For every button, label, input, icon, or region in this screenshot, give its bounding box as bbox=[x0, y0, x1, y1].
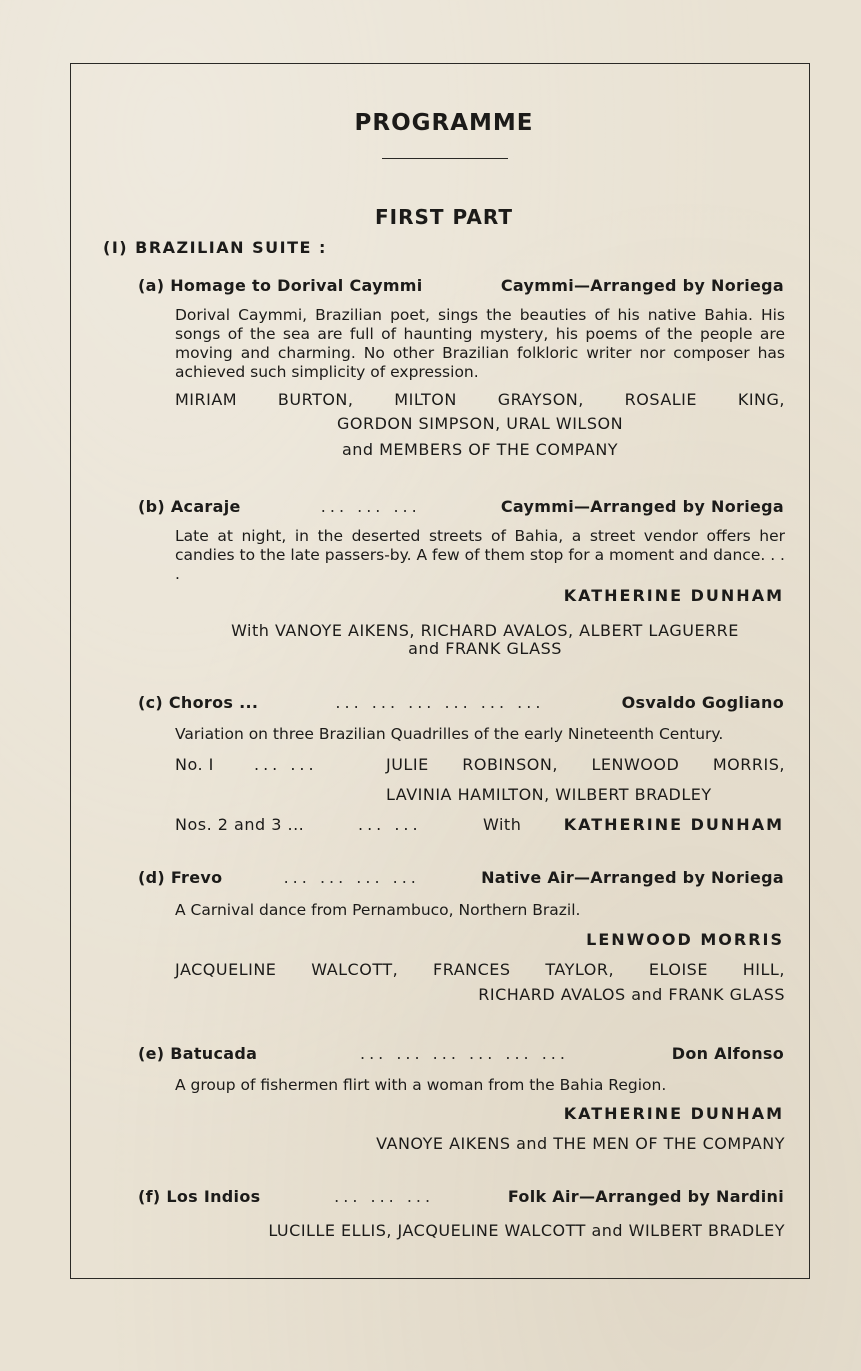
item-a-description: Dorival Caymmi, Brazilian poet, sings the beauties of his native Bahia. His songs of the sea are full of haunting mystery, his poems of the people are moving and charming. No other Brazilian folkloric writer nor composer has achieved such simplicity of expression. bbox=[175, 306, 785, 381]
item-f-dots: ... ... ... bbox=[334, 1187, 435, 1206]
item-d-description: A Carnival dance from Pernambuco, Northern Brazil. bbox=[175, 901, 581, 919]
item-a-heading bbox=[138, 276, 784, 295]
item-c-no1-dots: ... ... bbox=[254, 755, 318, 774]
item-d-star: LENWOOD MORRIS bbox=[586, 930, 784, 949]
item-b-dots: ... ... ... bbox=[320, 497, 421, 516]
item-c-no1-cast2: LAVINIA HAMILTON, WILBERT BRADLEY bbox=[386, 785, 712, 804]
item-a-label: (a) Homage to Dorival Caymmi bbox=[138, 276, 423, 295]
item-c-nos23-with: With bbox=[483, 815, 522, 834]
item-c-heading bbox=[138, 693, 784, 712]
part-title: FIRST PART bbox=[375, 205, 513, 229]
cast-word: JULIE bbox=[386, 755, 429, 774]
item-c-no1-cast1 bbox=[386, 755, 785, 774]
item-c-dots: ... ... ... ... ... ... bbox=[335, 693, 545, 712]
item-b-cast-line1: With VANOYE AIKENS, RICHARD AVALOS, ALBERT LAGUERRE bbox=[231, 621, 739, 640]
item-e-label: (e) Batucada bbox=[138, 1044, 258, 1063]
item-c-description: Variation on three Brazilian Quadrilles of the early Nineteenth Century. bbox=[175, 725, 724, 743]
item-e-description: A group of fishermen flirt with a woman from the Bahia Region. bbox=[175, 1076, 667, 1094]
item-d-heading bbox=[138, 868, 784, 887]
item-a-credit: Caymmi—Arranged by Noriega bbox=[500, 276, 784, 295]
item-d-label: (d) Frevo bbox=[138, 868, 223, 887]
item-f-credit: Folk Air—Arranged by Nardini bbox=[507, 1187, 784, 1206]
cast-word: MORRIS, bbox=[712, 755, 785, 774]
cast-word: ELOISE bbox=[648, 960, 708, 979]
item-d-credit: Native Air—Arranged by Noriega bbox=[481, 868, 784, 887]
item-a-cast-line2: GORDON SIMPSON, URAL WILSON bbox=[336, 414, 624, 433]
cast-word: FRANCES bbox=[433, 960, 511, 979]
item-f-label: (f) Los Indios bbox=[138, 1187, 261, 1206]
item-a-cast-line3: and MEMBERS OF THE COMPANY bbox=[341, 440, 619, 459]
cast-word: MILTON bbox=[394, 390, 457, 409]
cast-word: MIRIAM bbox=[175, 390, 238, 409]
item-b-credit: Caymmi—Arranged by Noriega bbox=[500, 497, 784, 516]
item-e-star: KATHERINE DUNHAM bbox=[563, 1104, 784, 1123]
item-b-label: (b) Acaraje bbox=[138, 497, 241, 516]
cast-word: ROBINSON, bbox=[462, 755, 558, 774]
cast-word: GRAYSON, bbox=[497, 390, 584, 409]
item-d-cast-line2: RICHARD AVALOS and FRANK GLASS bbox=[478, 985, 785, 1004]
cast-word: JACQUELINE bbox=[175, 960, 277, 979]
item-d-cast-line1 bbox=[175, 960, 785, 979]
cast-word: TAYLOR, bbox=[545, 960, 615, 979]
item-f-heading bbox=[138, 1187, 784, 1206]
programme-title: PROGRAMME bbox=[354, 110, 534, 136]
cast-word: HILL, bbox=[742, 960, 785, 979]
item-b-heading bbox=[138, 497, 784, 516]
item-d-dots: ... ... ... ... bbox=[283, 868, 420, 887]
item-b-cast-line2: and FRANK GLASS bbox=[408, 639, 562, 658]
item-a-cast-line1 bbox=[175, 390, 785, 409]
cast-word: WALCOTT, bbox=[311, 960, 399, 979]
item-c-no1-label: No. I bbox=[175, 755, 214, 774]
item-c-credit: Osvaldo Gogliano bbox=[621, 693, 784, 712]
item-b-star: KATHERINE DUNHAM bbox=[563, 586, 784, 605]
item-e-cast-line1: VANOYE AIKENS and THE MEN OF THE COMPANY bbox=[376, 1134, 785, 1153]
cast-word: BURTON, bbox=[277, 390, 354, 409]
item-e-credit: Don Alfonso bbox=[671, 1044, 784, 1063]
item-f-cast-line1: LUCILLE ELLIS, JACQUELINE WALCOTT and WILBERT BRADLEY bbox=[268, 1221, 785, 1240]
cast-word: KING, bbox=[737, 390, 785, 409]
item-c-label: (c) Choros ... bbox=[138, 693, 259, 712]
cast-word: LENWOOD bbox=[591, 755, 680, 774]
cast-word: ROSALIE bbox=[624, 390, 698, 409]
item-c-nos23-star: KATHERINE DUNHAM bbox=[563, 815, 784, 834]
item-b-description: Late at night, in the deserted streets of Bahia, a street vendor offers her candies to the late passers-by. A few of them stop for a moment and dance. . . . bbox=[175, 527, 785, 583]
title-rule bbox=[382, 158, 508, 159]
suite-title: (I) BRAZILIAN SUITE : bbox=[103, 238, 327, 257]
item-c-nos23-dots: ... ... bbox=[358, 815, 422, 834]
item-c-nos23-label: Nos. 2 and 3 ... bbox=[175, 815, 305, 834]
item-e-dots: ... ... ... ... ... ... bbox=[359, 1044, 569, 1063]
item-e-heading bbox=[138, 1044, 784, 1063]
